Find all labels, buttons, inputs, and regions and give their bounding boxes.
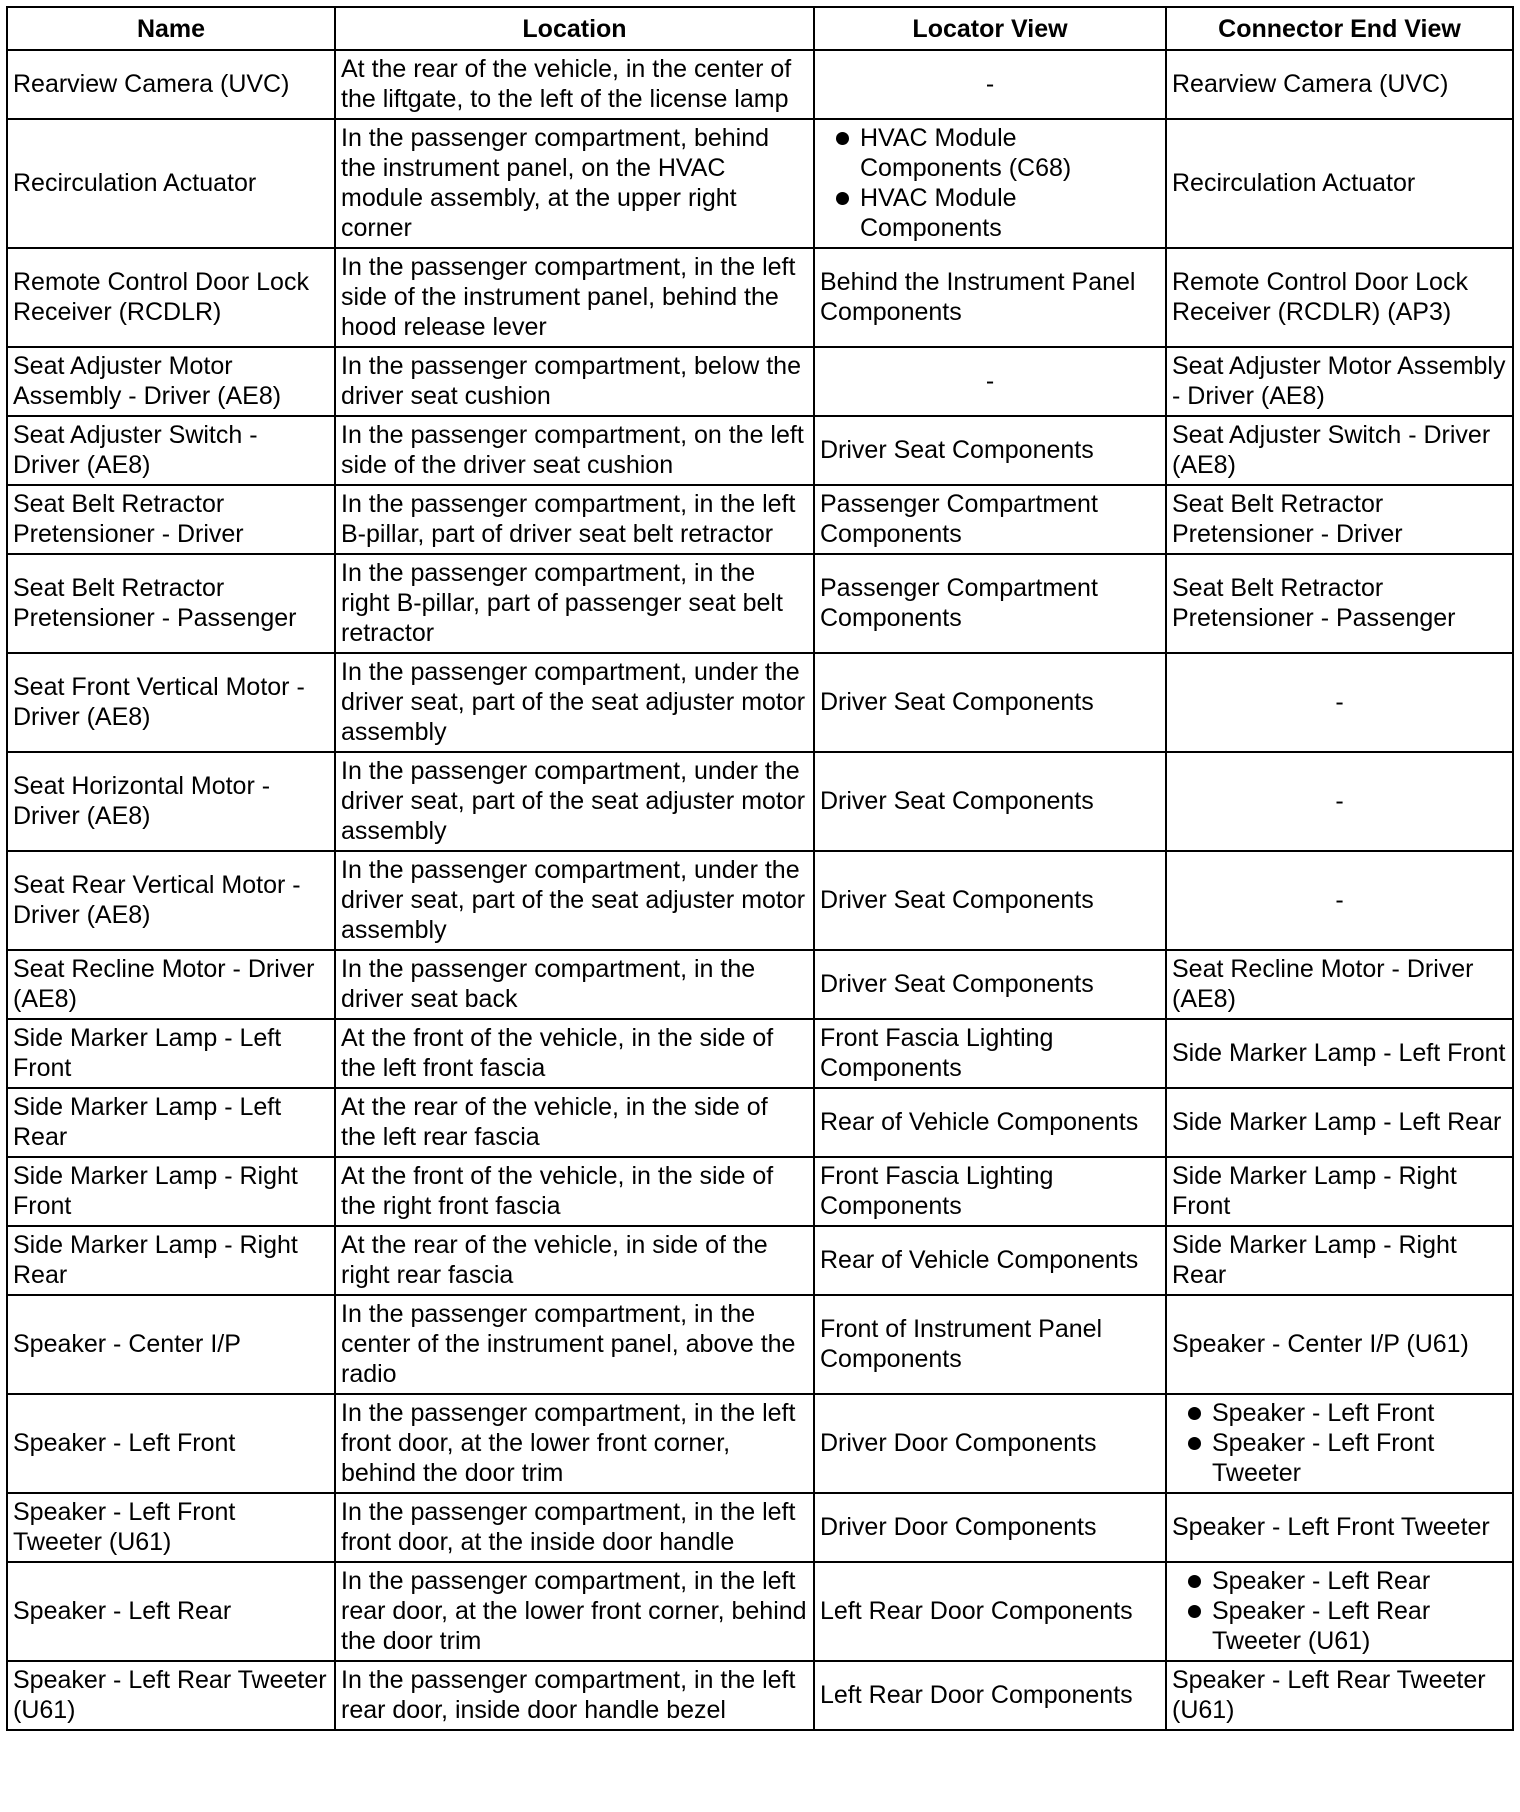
cell-locator-view: Behind the Instrument Panel Components (814, 248, 1166, 347)
table-row (7, 1157, 1513, 1226)
cell-name: Seat Rear Vertical Motor - Driver (AE8) (7, 851, 335, 950)
table-row (7, 1661, 1513, 1730)
table-row (7, 653, 1513, 752)
cell-location: In the passenger compartment, under the driver seat, part of the seat adjuster motor assembly (335, 851, 814, 950)
cell-location: In the passenger compartment, below the driver seat cushion (335, 347, 814, 416)
cell-location: In the passenger compartment, under the driver seat, part of the seat adjuster motor assembly (335, 653, 814, 752)
cell-connector-end-view: - (1166, 851, 1513, 950)
cell-connector-end-view: Recirculation Actuator (1166, 119, 1513, 248)
cell-connector-end-view: Seat Adjuster Switch - Driver (AE8) (1166, 416, 1513, 485)
cell-locator-view: Driver Seat Components (814, 950, 1166, 1019)
table-row (7, 1562, 1513, 1661)
list-item: Speaker - Left Front (1172, 1398, 1507, 1428)
column-header-connector-end-view: Connector End View (1166, 7, 1513, 50)
cell-location: In the passenger compartment, under the driver seat, part of the seat adjuster motor assembly (335, 752, 814, 851)
cell-name: Side Marker Lamp - Left Rear (7, 1088, 335, 1157)
cell-name: Rearview Camera (UVC) (7, 50, 335, 119)
cell-connector-end-view: Side Marker Lamp - Right Rear (1166, 1226, 1513, 1295)
cell-locator-view: Driver Seat Components (814, 653, 1166, 752)
column-header-location: Location (335, 7, 814, 50)
cell-locator-view: Driver Door Components (814, 1394, 1166, 1493)
table-row (7, 416, 1513, 485)
list-item: Speaker - Left Front Tweeter (1172, 1428, 1507, 1488)
cell-connector-end-view (1166, 1562, 1513, 1661)
cell-location: In the passenger compartment, in the left front door, at the lower front corner, behind the door trim (335, 1394, 814, 1493)
table-row (7, 1493, 1513, 1562)
cell-name: Speaker - Left Front (7, 1394, 335, 1493)
cell-location: At the front of the vehicle, in the side of the right front fascia (335, 1157, 814, 1226)
cell-location: In the passenger compartment, in the left B-pillar, part of driver seat belt retractor (335, 485, 814, 554)
cell-connector-end-view: Seat Belt Retractor Pretensioner - Driver (1166, 485, 1513, 554)
table-row (7, 950, 1513, 1019)
cell-location: In the passenger compartment, in the left rear door, at the lower front corner, behind the door trim (335, 1562, 814, 1661)
table-row (7, 1295, 1513, 1394)
cell-name: Side Marker Lamp - Left Front (7, 1019, 335, 1088)
header-row (7, 7, 1513, 50)
cell-location: In the passenger compartment, in the left side of the instrument panel, behind the hood release lever (335, 248, 814, 347)
cell-connector-end-view: Side Marker Lamp - Left Front (1166, 1019, 1513, 1088)
list-item: Speaker - Left Rear Tweeter (U61) (1172, 1596, 1507, 1656)
cell-name: Side Marker Lamp - Right Front (7, 1157, 335, 1226)
cell-location: In the passenger compartment, in the center of the instrument panel, above the radio (335, 1295, 814, 1394)
table-row (7, 1019, 1513, 1088)
cell-connector-end-view: Side Marker Lamp - Right Front (1166, 1157, 1513, 1226)
table-row (7, 485, 1513, 554)
cell-locator-view: - (814, 50, 1166, 119)
cell-name: Seat Adjuster Switch - Driver (AE8) (7, 416, 335, 485)
table-row (7, 851, 1513, 950)
column-header-name: Name (7, 7, 335, 50)
table-row (7, 554, 1513, 653)
cell-locator-view: Front Fascia Lighting Components (814, 1157, 1166, 1226)
cell-locator-view: Rear of Vehicle Components (814, 1226, 1166, 1295)
cell-connector-end-view: Seat Adjuster Motor Assembly - Driver (AE8) (1166, 347, 1513, 416)
cell-locator-view: Front of Instrument Panel Components (814, 1295, 1166, 1394)
cell-connector-end-view: - (1166, 653, 1513, 752)
component-locator-sheet (6, 6, 1514, 1731)
cell-locator-view (814, 119, 1166, 248)
cell-locator-view: Rear of Vehicle Components (814, 1088, 1166, 1157)
cell-name: Speaker - Left Rear Tweeter (U61) (7, 1661, 335, 1730)
cell-name: Speaker - Center I/P (7, 1295, 335, 1394)
cell-connector-end-view-list (1172, 1398, 1507, 1488)
cell-connector-end-view: Speaker - Left Rear Tweeter (U61) (1166, 1661, 1513, 1730)
cell-location: At the front of the vehicle, in the side of the left front fascia (335, 1019, 814, 1088)
cell-connector-end-view: Side Marker Lamp - Left Rear (1166, 1088, 1513, 1157)
table-row (7, 50, 1513, 119)
cell-connector-end-view: - (1166, 752, 1513, 851)
cell-location: At the rear of the vehicle, in the center of the liftgate, to the left of the license lamp (335, 50, 814, 119)
cell-name: Seat Belt Retractor Pretensioner - Passenger (7, 554, 335, 653)
cell-connector-end-view: Speaker - Left Front Tweeter (1166, 1493, 1513, 1562)
cell-name: Seat Front Vertical Motor - Driver (AE8) (7, 653, 335, 752)
table-row (7, 1226, 1513, 1295)
cell-name: Seat Adjuster Motor Assembly - Driver (AE8) (7, 347, 335, 416)
cell-connector-end-view: Seat Recline Motor - Driver (AE8) (1166, 950, 1513, 1019)
cell-name: Seat Horizontal Motor - Driver (AE8) (7, 752, 335, 851)
cell-connector-end-view: Seat Belt Retractor Pretensioner - Passenger (1166, 554, 1513, 653)
cell-name: Seat Belt Retractor Pretensioner - Driver (7, 485, 335, 554)
table-row (7, 119, 1513, 248)
cell-location: In the passenger compartment, in the left rear door, inside door handle bezel (335, 1661, 814, 1730)
cell-name: Recirculation Actuator (7, 119, 335, 248)
table-body (7, 50, 1513, 1730)
cell-name: Remote Control Door Lock Receiver (RCDLR) (7, 248, 335, 347)
cell-location: At the rear of the vehicle, in the side of the left rear fascia (335, 1088, 814, 1157)
cell-connector-end-view: Rearview Camera (UVC) (1166, 50, 1513, 119)
cell-locator-view: - (814, 347, 1166, 416)
list-item: HVAC Module Components (820, 183, 1160, 243)
cell-location: At the rear of the vehicle, in side of the right rear fascia (335, 1226, 814, 1295)
cell-locator-view-list (820, 123, 1160, 243)
table-row (7, 347, 1513, 416)
cell-connector-end-view: Speaker - Center I/P (U61) (1166, 1295, 1513, 1394)
cell-connector-end-view: Remote Control Door Lock Receiver (RCDLR) (AP3) (1166, 248, 1513, 347)
cell-locator-view: Driver Seat Components (814, 416, 1166, 485)
table-row (7, 1088, 1513, 1157)
cell-locator-view: Left Rear Door Components (814, 1661, 1166, 1730)
cell-connector-end-view (1166, 1394, 1513, 1493)
cell-locator-view: Driver Seat Components (814, 752, 1166, 851)
cell-name: Seat Recline Motor - Driver (AE8) (7, 950, 335, 1019)
component-locator-table (6, 6, 1514, 1731)
cell-connector-end-view-list (1172, 1566, 1507, 1656)
cell-name: Speaker - Left Front Tweeter (U61) (7, 1493, 335, 1562)
cell-location: In the passenger compartment, on the left side of the driver seat cushion (335, 416, 814, 485)
cell-location: In the passenger compartment, in the right B-pillar, part of passenger seat belt retractor (335, 554, 814, 653)
cell-locator-view: Passenger Compartment Components (814, 485, 1166, 554)
cell-locator-view: Left Rear Door Components (814, 1562, 1166, 1661)
cell-location: In the passenger compartment, in the left front door, at the inside door handle (335, 1493, 814, 1562)
cell-location: In the passenger compartment, behind the instrument panel, on the HVAC module assembly, at the upper right corner (335, 119, 814, 248)
cell-locator-view: Driver Seat Components (814, 851, 1166, 950)
list-item: Speaker - Left Rear (1172, 1566, 1507, 1596)
cell-location: In the passenger compartment, in the driver seat back (335, 950, 814, 1019)
cell-locator-view: Passenger Compartment Components (814, 554, 1166, 653)
cell-name: Side Marker Lamp - Right Rear (7, 1226, 335, 1295)
table-row (7, 248, 1513, 347)
table-row (7, 752, 1513, 851)
list-item: HVAC Module Components (C68) (820, 123, 1160, 183)
column-header-locator-view: Locator View (814, 7, 1166, 50)
cell-locator-view: Driver Door Components (814, 1493, 1166, 1562)
cell-locator-view: Front Fascia Lighting Components (814, 1019, 1166, 1088)
cell-name: Speaker - Left Rear (7, 1562, 335, 1661)
table-row (7, 1394, 1513, 1493)
